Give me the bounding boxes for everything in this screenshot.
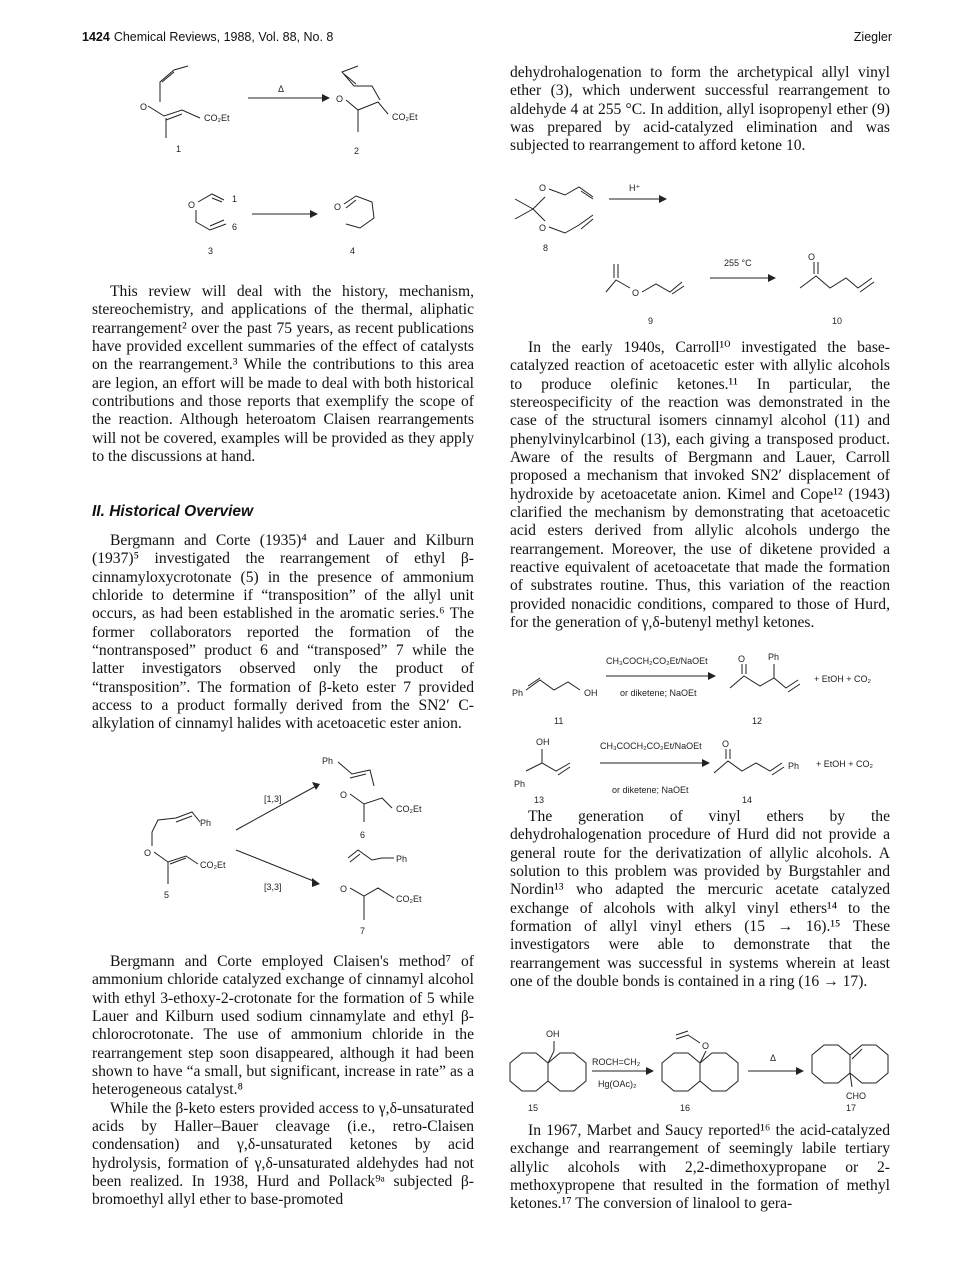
left-column-continued	[92, 953, 474, 1210]
svg-text:CO₂Et: CO₂Et	[200, 860, 226, 870]
paragraph-carroll: In the early 1940s, Carroll¹⁰ investigated the base-catalyzed reaction of acetoacetic ester with allylic alcohols to produce olefinic ketones.¹¹ In particular, the stereospecificity of the reaction was demonstrated in the case of the structural isomers cinnamyl alcohol (11) and phenylvinylcarbinol (13), each giving a transposed product. Aware of the results of Bergmann and Lauer, Carroll proposed a mechanism that invoked SN2′ displacement of hydroxide by acetoacetate anion. Kimel and Cope¹² (1943) clarified the mechanism by demonstrating that acetoacetic acid esters derived from allylic alcohols undergo the rearrangement. Moreover, the use of diketene provided a reactive equivalent of acetoacetate that made the formation of substrates routine. Thus, this variation of the reaction provided nonacidic conditions, compared to those of Hurd, for the generation of γ,δ-butenyl methyl ketones.	[510, 339, 890, 632]
svg-text:15: 15	[528, 1103, 539, 1113]
svg-text:9: 9	[648, 316, 654, 326]
journal-citation: Chemical Reviews, 1988, Vol. 88, No. 8	[113, 30, 334, 44]
scheme-compound-13-to-14	[510, 735, 900, 807]
right-column-burgstahler	[510, 808, 890, 991]
svg-text:Ph: Ph	[788, 761, 800, 771]
paragraph-intro: This review will deal with the history, mechanism, stereochemistry, and applications of the thermal, aliphatic rearrangement² over the past 75 years, as recent publications have provided excellent summaries of the effect of catalysts on the rearrangement.³ While the contributions to this area are legion, an effort will be made to deal with both historical contributions and those reports that exemplify the scope of the reaction. Although heteroatom Claisen rearrangements will not be covered, examples will be provided as they apply to the discussions at hand.	[92, 283, 474, 466]
right-column-carroll	[510, 339, 890, 633]
svg-text:Δ: Δ	[278, 84, 285, 94]
right-column-intro	[510, 64, 890, 156]
svg-text:255 °C: 255 °C	[724, 258, 752, 268]
section-heading: II. Historical Overview	[92, 503, 254, 520]
svg-text:Ph: Ph	[512, 688, 524, 698]
svg-text:17: 17	[846, 1103, 857, 1113]
paragraph-continued: dehydrohalogenation to form the archetypical allyl vinyl ether (3), which underwent successful rearrangement to aldehyde 4 at 255 °C. In addition, allyl isopropenyl ether (9) was prepared by acid-catalyzed elimination and was subjected to rearrangement to afford ketone 10.	[510, 64, 890, 155]
svg-text:O: O	[738, 654, 746, 664]
svg-text:8: 8	[543, 243, 549, 253]
paragraph-marbet: In 1967, Marbet and Saucy reported¹⁶ the acid-catalyzed exchange and rearrangement of seemingly labile tertiary allylic alcohols with 2,2-dimethoxypropane or 2-methoxypropene that resulted in the formation of methyl ketones.¹⁷ The conversion of linalool to gera-	[510, 1122, 890, 1213]
scheme-compound-15-to-17	[500, 1015, 890, 1115]
svg-text:Ph: Ph	[768, 652, 780, 662]
svg-text:5: 5	[164, 890, 170, 900]
svg-text:O: O	[188, 200, 196, 210]
right-column-marbet	[510, 1122, 890, 1214]
running-header-left	[82, 30, 333, 44]
svg-text:+ EtOH + CO₂: + EtOH + CO₂	[816, 759, 874, 769]
svg-text:or diketene; NaOEt: or diketene; NaOEt	[612, 785, 689, 795]
svg-text:CO₂Et: CO₂Et	[392, 112, 418, 122]
paragraph-historical-2: Bergmann and Corte employed Claisen's method⁷ of ammonium chloride catalyzed exchange of cinnamyl alcohol with ethyl 3-ethoxy-2-crotonate for the formation of 5 while Lauer and Kilburn used sodium cinnamylate and ethyl β-chlorocrotonate. The use of ammonium chloride in the rearrangement step soon disappeared, although it had been shown to have “a small, but significant, increase in rate” as a heterogeneous catalyst.⁸	[92, 953, 474, 1099]
scheme-compound-11-to-12	[510, 650, 900, 730]
svg-text:CHO: CHO	[846, 1091, 866, 1101]
svg-text:16: 16	[680, 1103, 691, 1113]
left-column-intro	[92, 283, 474, 466]
scheme-compound-8	[505, 175, 705, 255]
svg-text:CO₂Et: CO₂Et	[396, 894, 422, 904]
svg-text:O: O	[539, 183, 547, 193]
svg-text:14: 14	[742, 795, 753, 805]
svg-text:O: O	[702, 1041, 710, 1051]
svg-text:Ph: Ph	[396, 854, 408, 864]
svg-text:O: O	[539, 223, 547, 233]
svg-text:Ph: Ph	[514, 779, 526, 789]
svg-text:[1,3]: [1,3]	[264, 794, 282, 804]
svg-text:[3,3]: [3,3]	[264, 882, 282, 892]
svg-text:OH: OH	[546, 1029, 560, 1039]
svg-text:O: O	[808, 252, 816, 262]
svg-text:OH: OH	[584, 688, 598, 698]
svg-text:ROCH=CH₂: ROCH=CH₂	[592, 1057, 641, 1067]
svg-text:3: 3	[208, 246, 214, 256]
svg-text:2: 2	[354, 146, 360, 156]
svg-text:12: 12	[752, 716, 763, 726]
svg-text:Ph: Ph	[200, 818, 212, 828]
svg-text:O: O	[340, 790, 348, 800]
paragraph-historical-3: While the β-keto esters provided access to γ,δ-unsaturated acids by Haller–Bauer cleavage (i.e., retro-Claisen condensation) and γ,δ-unsaturated ketones by acid hydrolysis, formation of γ,δ-unsaturated aldehydes had not been realized. In 1938, Hurd and Pollack⁹ᵃ subjected β-bromoethyl allyl ether to base-promoted	[92, 1099, 474, 1209]
svg-text:CO₂Et: CO₂Et	[204, 113, 230, 123]
svg-text:7: 7	[360, 926, 366, 936]
svg-text:or diketene; NaOEt: or diketene; NaOEt	[620, 688, 697, 698]
paragraph-historical-1: Bergmann and Corte (1935)⁴ and Lauer and Kilburn (1937)⁵ investigated the rearrangement of ethyl β-cinnamyloxycrotonate (5) in the presence of ammonium chloride to determine if “transposition” of the allyl unit occurs, as had been established in the aromatic series.⁶ The former collaborators reported the formation of the “nontransposed” product 6 and “transposed” 7 while the latter investigators observed only the product of “transposition”. The formation of β-keto ester 7 provided access to a product formally derived from the SN2′ C-alkylation of cinnamyl halides with acetoacetic ester anion.	[92, 532, 474, 733]
svg-text:6: 6	[360, 830, 366, 840]
svg-text:+ EtOH + CO₂: + EtOH + CO₂	[814, 674, 872, 684]
svg-text:13: 13	[534, 795, 545, 805]
running-header-author: Ziegler	[853, 30, 892, 44]
svg-text:O: O	[722, 739, 730, 749]
svg-text:O: O	[140, 102, 148, 112]
scheme-compound-1-to-2	[130, 60, 450, 160]
svg-text:O: O	[336, 94, 344, 104]
svg-text:O: O	[340, 884, 348, 894]
svg-text:4: 4	[350, 246, 356, 256]
scheme-compound-9-to-10	[600, 250, 890, 330]
svg-text:Δ: Δ	[770, 1053, 777, 1063]
svg-text:O: O	[334, 202, 342, 212]
svg-text:1: 1	[176, 144, 182, 154]
svg-text:CH₃COCH₂CO₂Et/NaOEt: CH₃COCH₂CO₂Et/NaOEt	[606, 656, 708, 666]
scheme-compound-5-to-6-and-7	[140, 750, 440, 940]
svg-text:1: 1	[232, 194, 238, 204]
svg-text:CO₂Et: CO₂Et	[396, 804, 422, 814]
svg-text:Hg(OAc)₂: Hg(OAc)₂	[598, 1079, 637, 1089]
svg-text:CH₃COCH₂CO₂Et/NaOEt: CH₃COCH₂CO₂Et/NaOEt	[600, 741, 702, 751]
svg-text:O: O	[144, 848, 152, 858]
scheme-compound-3-to-4	[160, 180, 400, 260]
left-column-historical	[92, 532, 474, 734]
paragraph-burgstahler: The generation of vinyl ethers by the dehydrohalogenation procedure of Hurd did not provide a general route for the derivatization of allylic alcohols. A solution to this problem was provided by Burgstahler and Nordin¹³ who adapted the mercuric acetate catalyzed exchange of alcohols with alkyl vinyl ethers¹⁴ to the formation of allyl vinyl ethers (15 → 16).¹⁵ These investigators were able to demonstrate that the rearrangement was successful in systems wherein at least one of the double bonds is contained in a ring (16 → 17).	[510, 808, 890, 991]
svg-text:O: O	[632, 288, 640, 298]
svg-text:10: 10	[832, 316, 843, 326]
svg-text:11: 11	[554, 716, 564, 726]
page-number: 1424	[82, 30, 110, 44]
svg-text:OH: OH	[536, 737, 550, 747]
svg-text:Ph: Ph	[322, 756, 334, 766]
svg-text:6: 6	[232, 222, 238, 232]
svg-text:H⁺: H⁺	[629, 183, 641, 193]
